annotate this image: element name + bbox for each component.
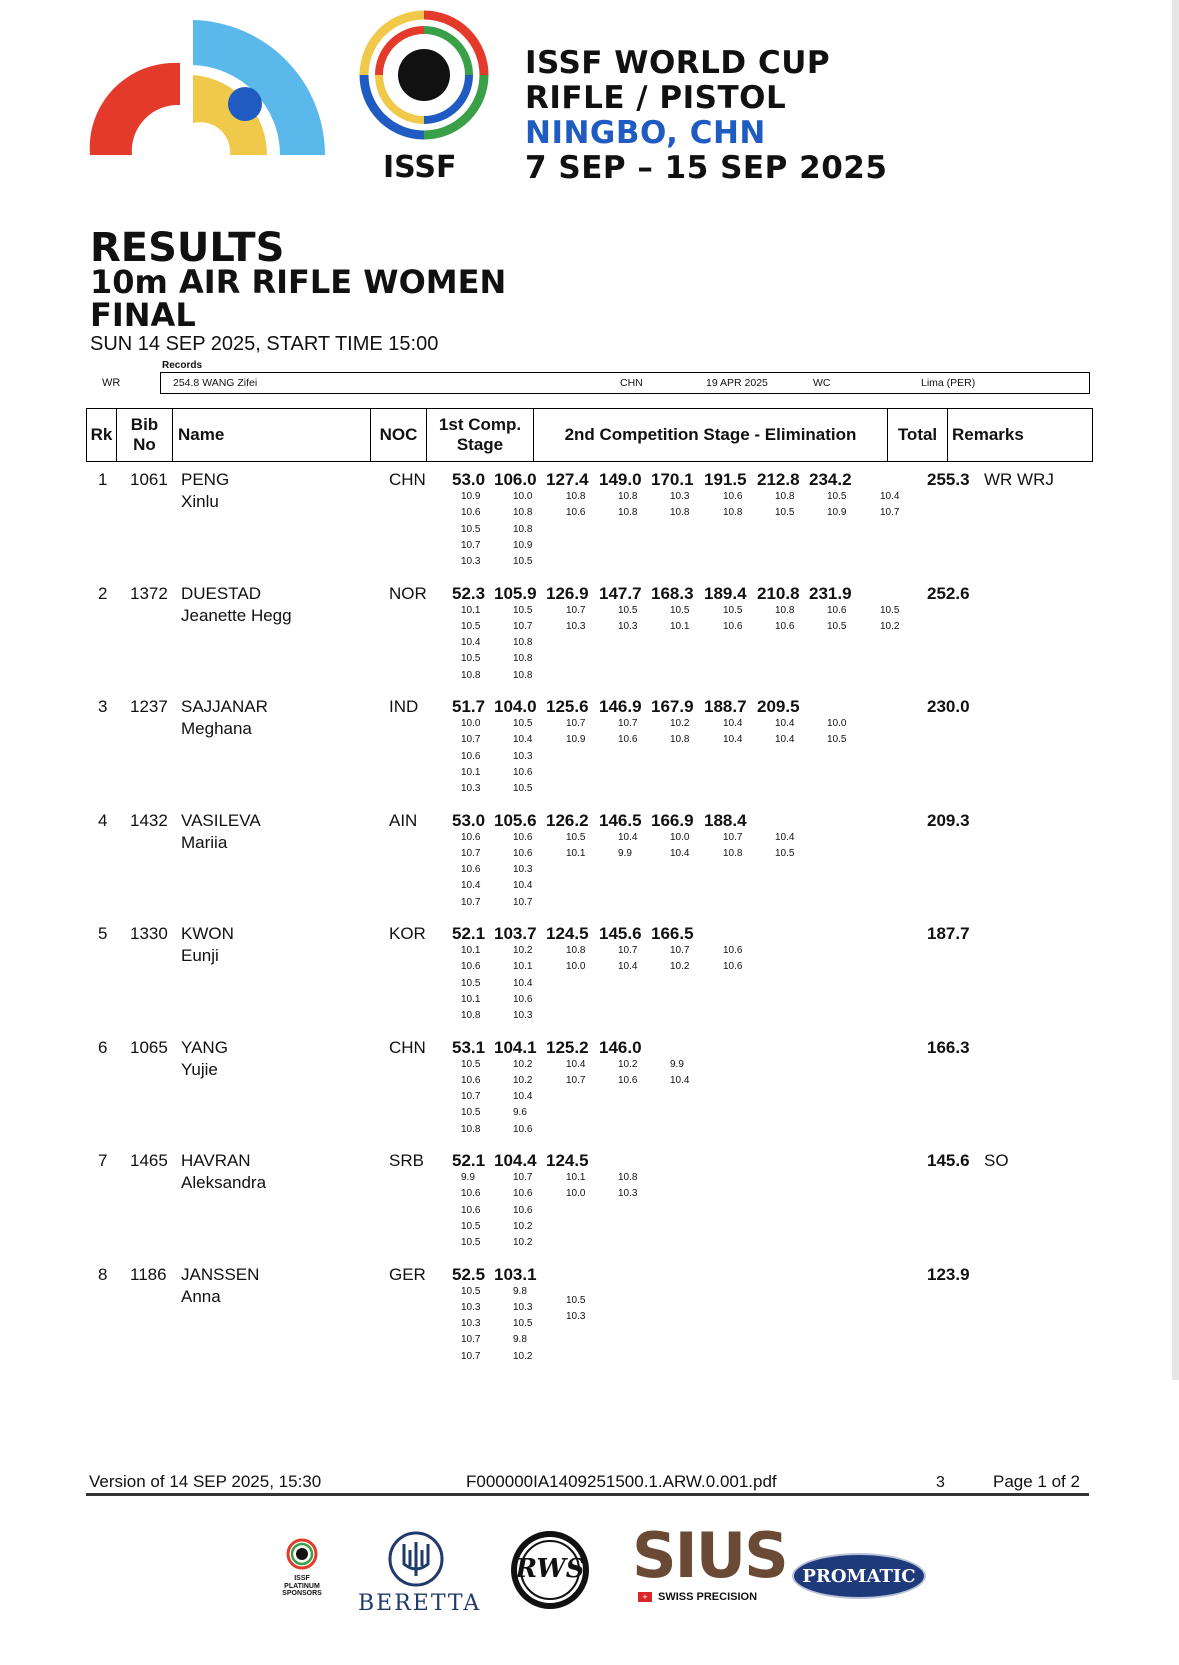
header-remarks: Remarks [952, 424, 1024, 444]
series-score: 127.4 [546, 470, 589, 489]
rank-cell: 7 [98, 1151, 108, 1170]
shot-score: 10.7 [566, 718, 586, 729]
bib-cell: 1432 [130, 810, 168, 830]
shot-score: 10.0 [670, 831, 690, 843]
shot-score: 10.8 [461, 669, 481, 681]
shot-score: 10.5 [461, 1237, 481, 1249]
shot-score: 10.3 [513, 864, 533, 876]
shot-score: 10.6 [461, 507, 481, 519]
series-score: 167.9 [651, 697, 694, 716]
shot-score: 10.7 [461, 734, 481, 746]
shot-score: 10.5 [513, 718, 533, 729]
shot-score: 10.5 [513, 604, 533, 616]
last-name-cell: KWON [181, 924, 234, 943]
series-score: 104.1 [494, 1037, 537, 1057]
header-total: Total [888, 409, 948, 461]
shot-score: 10.4 [670, 847, 690, 859]
rank-cell: 5 [98, 924, 108, 943]
shot-score: 10.6 [723, 491, 743, 502]
shot-score: 10.4 [775, 734, 795, 746]
shot-score: 10.1 [566, 847, 586, 859]
noc-cell: AIN [389, 810, 418, 830]
last-name-cell: YANG [181, 1037, 228, 1057]
shot-score: 10.8 [670, 734, 690, 746]
event-name: 10m AIR RIFLE WOMEN [90, 263, 507, 301]
shot-score: 10.6 [513, 831, 533, 843]
sius-sponsor: SIUS + SWISS PRECISION [632, 1519, 787, 1603]
shot-score: 10.8 [670, 507, 690, 519]
header-first-stage: 1st Comp. Stage [427, 409, 534, 461]
remarks-cell: SO [984, 1151, 1009, 1170]
shot-score: 10.3 [670, 491, 690, 502]
shot-score: 10.6 [461, 961, 481, 973]
shot-score: 10.3 [513, 750, 533, 762]
shot-score: 10.2 [513, 1074, 533, 1086]
series-score: 124.5 [546, 924, 589, 943]
series-score: 125.6 [546, 697, 589, 716]
shot-score: 9.9 [618, 847, 632, 859]
shot-score: 10.4 [566, 1058, 586, 1070]
shot-score: 10.7 [670, 945, 690, 956]
record-noc: CHN [620, 377, 643, 389]
shot-score: 10.8 [461, 1010, 481, 1022]
shot-score: 10.6 [723, 945, 743, 956]
series-score: 106.0 [494, 470, 537, 489]
series-score: 166.9 [651, 810, 694, 830]
shot-score: 10.5 [461, 1107, 481, 1119]
shot-score: 10.5 [461, 653, 481, 665]
shot-score: 10.7 [461, 1334, 481, 1346]
table-row [0, 584, 1179, 698]
series-score: 166.5 [651, 924, 694, 943]
shot-score: 10.2 [880, 620, 900, 632]
shot-score: 10.3 [461, 556, 481, 568]
shot-score: 10.5 [775, 847, 795, 859]
series-score: 52.1 [452, 924, 486, 943]
shot-score: 10.2 [618, 1058, 638, 1070]
shot-score: 10.8 [618, 491, 638, 502]
bib-cell: 1237 [130, 697, 168, 716]
shot-score: 10.7 [723, 831, 743, 843]
record-place: Lima (PER) [921, 377, 976, 389]
shot-score: 10.5 [775, 507, 795, 519]
total-cell: 123.9 [927, 1264, 970, 1284]
noc-cell: CHN [389, 470, 426, 489]
shot-score: 10.6 [618, 734, 638, 746]
shot-score: 10.7 [566, 604, 586, 616]
first-name-cell: Aleksandra [181, 1173, 267, 1192]
shot-score: 10.8 [513, 653, 533, 665]
shot-score: 10.5 [827, 491, 847, 502]
shot-score: 10.7 [513, 620, 533, 632]
last-name-cell: PENG [181, 470, 230, 489]
shot-score: 10.8 [513, 523, 533, 535]
shot-score: 10.5 [461, 977, 481, 989]
shot-score: 10.6 [461, 831, 481, 843]
last-name-cell: JANSSEN [181, 1264, 260, 1284]
shot-score: 9.8 [513, 1334, 527, 1346]
shot-score: 10.5 [670, 604, 690, 616]
series-score: 105.6 [494, 810, 537, 830]
series-score: 124.5 [546, 1151, 589, 1170]
series-score: 146.9 [599, 697, 642, 716]
shot-score: 10.8 [513, 507, 533, 519]
shot-score: 10.0 [827, 718, 847, 729]
shot-score: 10.6 [513, 766, 533, 778]
shot-score: 10.8 [566, 491, 586, 502]
series-score: 52.3 [452, 583, 486, 603]
shot-score: 9.8 [513, 1285, 527, 1297]
remarks-cell: WR WRJ [984, 470, 1054, 489]
shot-score: 10.8 [618, 1172, 638, 1183]
shot-score: 10.4 [775, 831, 795, 843]
results-title: RESULTS [90, 225, 285, 271]
table-row [0, 811, 1179, 925]
series-score: 212.8 [757, 470, 800, 489]
last-name-cell: VASILEVA [181, 810, 261, 830]
shot-score: 10.6 [513, 847, 533, 859]
shot-score: 9.9 [461, 1172, 475, 1183]
rank-cell: 4 [98, 810, 108, 830]
shot-score: 10.4 [513, 977, 533, 989]
shot-score: 10.4 [513, 1091, 533, 1103]
shot-score: 10.1 [461, 766, 481, 778]
event-location: NINGBO, CHN [525, 115, 766, 151]
series-score: 126.2 [546, 810, 589, 830]
shot-score: 10.3 [566, 1310, 586, 1322]
first-name-cell: Yujie [181, 1059, 218, 1079]
header-bib: Bib No [117, 409, 173, 461]
series-score: 149.0 [599, 470, 642, 489]
shot-score: 10.2 [513, 1058, 533, 1070]
shot-score: 10.3 [566, 620, 586, 632]
series-score: 103.7 [494, 924, 537, 943]
shot-score: 10.6 [723, 961, 743, 973]
series-score: 234.2 [809, 470, 852, 489]
shot-score: 10.2 [670, 961, 690, 973]
issf-wordmark: ISSF [383, 150, 457, 185]
total-cell: 145.6 [927, 1151, 970, 1170]
results-table-header [86, 408, 1093, 462]
shot-score: 10.7 [566, 1074, 586, 1086]
beretta-trident-icon [384, 1530, 448, 1588]
series-score: 145.6 [599, 924, 642, 943]
shot-score: 10.2 [513, 1350, 533, 1362]
shot-score: 10.6 [618, 1074, 638, 1086]
shot-score: 10.4 [461, 880, 481, 892]
shot-score: 10.8 [618, 507, 638, 519]
footer-code: 3 [936, 1474, 945, 1491]
shot-score: 9.6 [513, 1107, 527, 1119]
shot-score: 10.6 [513, 993, 533, 1005]
rank-cell: 3 [98, 697, 108, 716]
series-score: 189.4 [704, 583, 747, 603]
event-dates: 7 SEP – 15 SEP 2025 [525, 150, 888, 186]
total-cell: 230.0 [927, 697, 970, 716]
series-score: 188.7 [704, 697, 747, 716]
shot-score: 10.7 [461, 1350, 481, 1362]
shot-score: 10.1 [566, 1172, 586, 1183]
series-score: 52.5 [452, 1264, 486, 1284]
issf-platinum-sponsor: ISSF PLATINUM SPONSORS [274, 1538, 330, 1598]
shot-score: 10.8 [775, 491, 795, 502]
shot-score: 10.4 [618, 961, 638, 973]
bib-cell: 1330 [130, 924, 168, 943]
shot-score: 10.1 [513, 961, 533, 973]
shot-score: 10.6 [513, 1123, 533, 1135]
shot-score: 10.3 [618, 620, 638, 632]
header-name: Name [173, 409, 371, 461]
shot-score: 10.7 [461, 1091, 481, 1103]
shot-score: 10.8 [723, 507, 743, 519]
shot-score: 10.7 [618, 718, 638, 729]
series-score: 105.9 [494, 583, 537, 603]
first-name-cell: Jeanette Hegg [181, 605, 292, 625]
shot-score: 10.0 [513, 491, 533, 502]
series-score: 168.3 [651, 583, 694, 603]
series-score: 125.2 [546, 1037, 589, 1057]
shot-score: 10.5 [566, 1294, 586, 1306]
shot-score: 10.5 [461, 523, 481, 535]
shot-score: 10.8 [566, 945, 586, 956]
first-name-cell: Mariia [181, 832, 228, 852]
shot-score: 10.5 [827, 620, 847, 632]
shot-score: 10.6 [513, 1204, 533, 1216]
swiss-flag-icon: + [638, 1592, 652, 1602]
shot-score: 10.4 [775, 718, 795, 729]
noc-cell: NOR [389, 583, 427, 603]
shot-score: 10.8 [461, 1123, 481, 1135]
shot-score: 10.6 [461, 1074, 481, 1086]
series-score: 231.9 [809, 583, 852, 603]
bib-cell: 1065 [130, 1037, 168, 1057]
shot-score: 10.7 [880, 507, 900, 519]
series-score: 209.5 [757, 697, 800, 716]
table-row [0, 1151, 1179, 1265]
series-score: 146.0 [599, 1037, 642, 1057]
header-second-stage: 2nd Competition Stage - Elimination [534, 409, 888, 461]
shot-score: 10.9 [461, 491, 481, 502]
shot-score: 10.4 [723, 718, 743, 729]
shot-score: 10.6 [461, 1188, 481, 1200]
bib-cell: 1186 [130, 1264, 167, 1284]
series-score: 53.0 [452, 470, 486, 489]
total-cell: 255.3 [927, 470, 970, 489]
series-score: 191.5 [704, 470, 747, 489]
noc-cell: CHN [389, 1037, 426, 1057]
shot-score: 10.0 [566, 1188, 586, 1200]
header-noc: NOC [371, 409, 427, 461]
shot-score: 9.9 [670, 1058, 684, 1070]
shot-score: 10.7 [618, 945, 638, 956]
shot-score: 10.5 [513, 783, 533, 795]
shot-score: 10.6 [566, 507, 586, 519]
rank-cell: 1 [98, 470, 108, 489]
first-name-cell: Xinlu [181, 492, 219, 511]
shot-score: 10.3 [618, 1188, 638, 1200]
shot-score: 10.3 [513, 1301, 533, 1313]
shot-score: 10.2 [513, 945, 533, 956]
shot-score: 10.7 [461, 896, 481, 908]
table-row [0, 470, 1179, 584]
shot-score: 10.5 [461, 620, 481, 632]
record-holder: 254.8 WANG Zifei [173, 377, 258, 389]
shot-score: 10.3 [461, 783, 481, 795]
shot-score: 10.3 [461, 1318, 481, 1330]
noc-cell: GER [389, 1264, 426, 1284]
table-row [0, 924, 1179, 1038]
series-score: 53.0 [452, 810, 486, 830]
series-score: 146.5 [599, 810, 642, 830]
series-score: 104.4 [494, 1151, 537, 1170]
shot-score: 10.5 [618, 604, 638, 616]
series-score: 53.1 [452, 1037, 486, 1057]
shot-score: 10.1 [461, 945, 481, 956]
shot-score: 10.1 [670, 620, 690, 632]
issf-target-logo [357, 8, 491, 142]
series-score: 126.9 [546, 583, 589, 603]
version-text: Version of 14 SEP 2025, 15:30 [89, 1472, 322, 1491]
promatic-sponsor: PROMATIC [792, 1553, 926, 1599]
first-name-cell: Meghana [181, 719, 252, 738]
shot-score: 10.6 [461, 1204, 481, 1216]
shot-score: 10.9 [566, 734, 586, 746]
shot-score: 10.6 [513, 1188, 533, 1200]
last-name-cell: HAVRAN [181, 1151, 251, 1170]
start-time: SUN 14 SEP 2025, START TIME 15:00 [90, 333, 439, 355]
shot-score: 10.5 [513, 1318, 533, 1330]
shot-score: 10.7 [513, 1172, 533, 1183]
shot-score: 10.9 [513, 539, 533, 551]
record-type: WR [102, 377, 121, 389]
table-row [0, 697, 1179, 811]
shot-score: 10.2 [513, 1237, 533, 1249]
record-competition: WC [813, 377, 831, 389]
shot-score: 10.5 [566, 831, 586, 843]
record-date: 19 APR 2025 [706, 377, 768, 389]
page-number: Page 1 of 2 [993, 1472, 1080, 1491]
shot-score: 10.7 [461, 539, 481, 551]
series-score: 104.0 [494, 697, 537, 716]
shot-score: 10.7 [513, 896, 533, 908]
total-cell: 187.7 [927, 924, 970, 943]
shot-score: 10.5 [827, 734, 847, 746]
series-score: 51.7 [452, 697, 486, 716]
shot-score: 10.5 [461, 1058, 481, 1070]
series-score: 147.7 [599, 583, 642, 603]
shot-score: 10.5 [513, 556, 533, 568]
shot-score: 10.3 [461, 1301, 481, 1313]
total-cell: 252.6 [927, 583, 970, 603]
first-name-cell: Anna [181, 1286, 221, 1306]
shot-score: 10.8 [775, 604, 795, 616]
shot-score: 10.4 [723, 734, 743, 746]
series-score: 52.1 [452, 1151, 486, 1170]
series-score: 210.8 [757, 583, 800, 603]
rank-cell: 8 [98, 1264, 108, 1284]
last-name-cell: DUESTAD [181, 583, 261, 603]
shot-score: 10.8 [513, 669, 533, 681]
beretta-sponsor: BERETTA [358, 1530, 473, 1616]
shot-score: 10.5 [723, 604, 743, 616]
bib-cell: 1372 [130, 583, 168, 603]
shot-score: 10.5 [880, 604, 900, 616]
series-score: 170.1 [651, 470, 694, 489]
shot-score: 10.4 [461, 637, 481, 649]
scrollbar[interactable] [1172, 0, 1179, 1380]
shot-score: 10.6 [827, 604, 847, 616]
shot-score: 10.4 [513, 880, 533, 892]
table-row [0, 1038, 1179, 1152]
records-label: Records [162, 360, 203, 371]
first-name-cell: Eunji [181, 946, 219, 965]
rws-sponsor: RWS [508, 1528, 592, 1612]
series-score: 188.4 [704, 810, 747, 830]
phase-name: FINAL [90, 296, 196, 334]
bib-cell: 1061 [130, 470, 168, 489]
bib-cell: 1465 [130, 1151, 168, 1170]
noc-cell: SRB [389, 1151, 424, 1170]
footer-divider [86, 1493, 1089, 1496]
shot-score: 10.4 [880, 491, 900, 502]
table-row [0, 1265, 1179, 1379]
event-line-1: ISSF WORLD CUP [525, 45, 831, 81]
shot-score: 10.6 [461, 750, 481, 762]
header-rk: Rk [87, 409, 117, 461]
shot-score: 10.5 [461, 1285, 481, 1297]
rank-cell: 6 [98, 1037, 108, 1057]
shot-score: 10.1 [461, 993, 481, 1005]
shot-score: 10.9 [827, 507, 847, 519]
shot-score: 10.8 [513, 637, 533, 649]
shot-score: 10.0 [461, 718, 481, 729]
event-line-2: RIFLE / PISTOL [525, 80, 787, 116]
shot-score: 10.6 [723, 620, 743, 632]
total-cell: 166.3 [927, 1037, 970, 1057]
shot-score: 10.7 [461, 847, 481, 859]
series-score: 103.1 [494, 1264, 537, 1284]
shot-score: 10.2 [513, 1220, 533, 1232]
shot-score: 10.0 [566, 961, 586, 973]
shot-score: 10.5 [461, 1220, 481, 1232]
shot-score: 10.4 [670, 1074, 690, 1086]
rank-cell: 2 [98, 583, 108, 603]
noc-cell: KOR [389, 924, 426, 943]
world-cup-logo [85, 15, 325, 155]
record-box [160, 372, 1090, 394]
shot-score: 10.1 [461, 604, 481, 616]
noc-cell: IND [389, 697, 419, 716]
shot-score: 10.2 [670, 718, 690, 729]
last-name-cell: SAJJANAR [181, 697, 268, 716]
file-name: F000000IA1409251500.1.ARW.0.001.pdf [466, 1472, 777, 1491]
shot-score: 10.4 [513, 734, 533, 746]
shot-score: 10.3 [513, 1010, 533, 1022]
shot-score: 10.8 [723, 847, 743, 859]
shot-score: 10.4 [618, 831, 638, 843]
shot-score: 10.6 [461, 864, 481, 876]
shot-score: 10.6 [775, 620, 795, 632]
issf-mini-target-icon [286, 1538, 318, 1570]
total-cell: 209.3 [927, 810, 970, 830]
